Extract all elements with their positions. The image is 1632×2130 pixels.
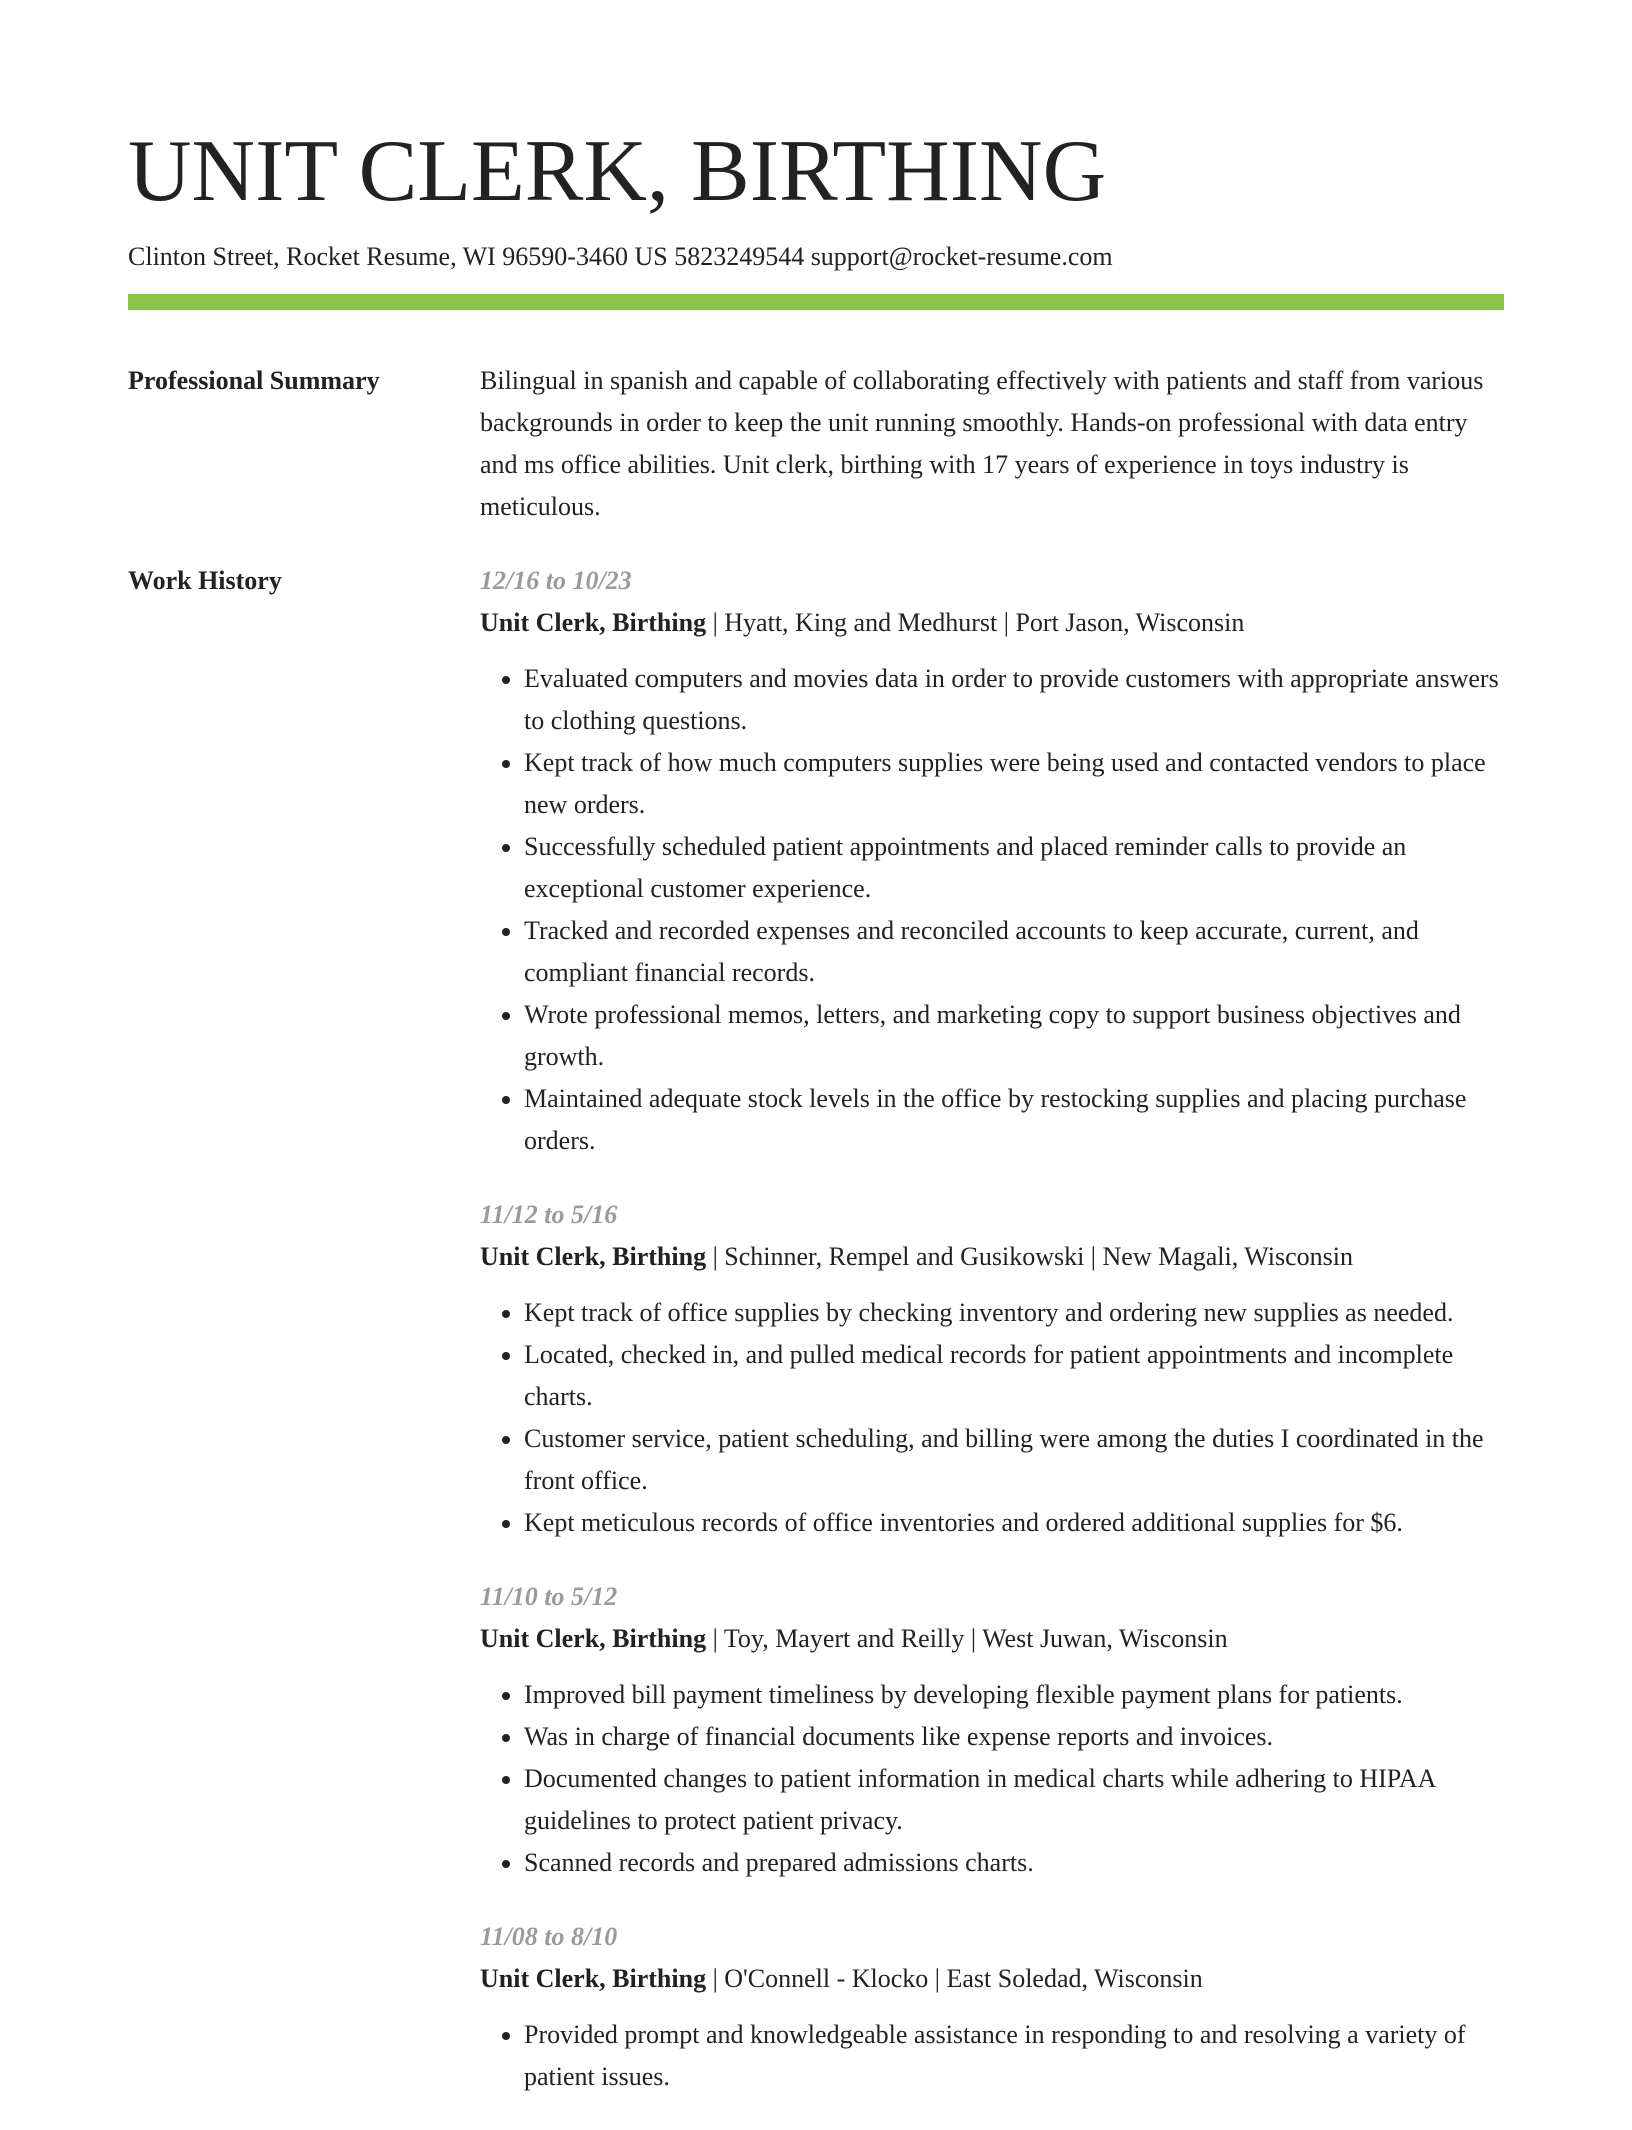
job-bullet-item: • Was in charge of financial documents like expense reports and invoices. bbox=[524, 1716, 1504, 1758]
job-entry bbox=[480, 1194, 1504, 1544]
job-bullet-item: • Kept meticulous records of office inventories and ordered additional supplies for $6. bbox=[524, 1502, 1504, 1544]
summary-body bbox=[480, 360, 1504, 528]
job-bullet-item: • Successfully scheduled patient appointments and placed reminder calls to provide an exceptional customer experience. bbox=[524, 826, 1504, 910]
contact-info: Clinton Street, Rocket Resume, WI 96590-3460 US 5823249544 support@rocket-resume.com bbox=[128, 242, 1113, 271]
job-bullet-list bbox=[480, 1292, 1504, 1544]
resume-page bbox=[128, 0, 1504, 2130]
professional-summary-section bbox=[128, 360, 1504, 528]
job-bullet-item: • Customer service, patient scheduling, and billing were among the duties I coordinated in the front office. bbox=[524, 1418, 1504, 1502]
job-entry bbox=[480, 1916, 1504, 2098]
section-title-summary: Professional Summary bbox=[128, 366, 380, 395]
job-entry bbox=[480, 560, 1504, 1162]
job-dates: 11/12 to 5/16 bbox=[480, 1200, 618, 1229]
job-heading-line bbox=[480, 1618, 1504, 1660]
job-heading-line bbox=[480, 1236, 1504, 1278]
job-bullet-item: • Scanned records and prepared admissions charts. bbox=[524, 1842, 1504, 1884]
job-bullet-item: • Maintained adequate stock levels in the office by restocking supplies and placing purchase orders. bbox=[524, 1078, 1504, 1162]
job-heading-line bbox=[480, 602, 1504, 644]
job-title: Unit Clerk, Birthing bbox=[480, 608, 707, 637]
accent-divider bbox=[128, 294, 1504, 310]
work-history-list bbox=[480, 560, 1504, 2130]
job-bullet-item: • Provided prompt and knowledgeable assistance in responding to and resolving a variety of patient issues. bbox=[524, 2014, 1504, 2098]
job-employer-location: | Schinner, Rempel and Gusikowski | New Magali, Wisconsin bbox=[706, 1242, 1354, 1271]
job-employer-location: | Hyatt, King and Medhurst | Port Jason, Wisconsin bbox=[706, 608, 1245, 637]
job-bullet-list bbox=[480, 1674, 1504, 1884]
section-title-work-history: Work History bbox=[128, 566, 282, 595]
job-dates: 11/10 to 5/12 bbox=[480, 1582, 618, 1611]
job-bullet-item: • Documented changes to patient information in medical charts while adhering to HIPAA guidelines to protect patient privacy. bbox=[524, 1758, 1504, 1842]
job-bullet-list bbox=[480, 658, 1504, 1162]
job-bullet-item: • Wrote professional memos, letters, and marketing copy to support business objectives and growth. bbox=[524, 994, 1504, 1078]
job-title: Unit Clerk, Birthing bbox=[480, 1624, 707, 1653]
job-bullet-item: • Kept track of office supplies by checking inventory and ordering new supplies as needed. bbox=[524, 1292, 1504, 1334]
job-title: Unit Clerk, Birthing bbox=[480, 1964, 707, 1993]
job-bullet-item: • Kept track of how much computers supplies were being used and contacted vendors to place new orders. bbox=[524, 742, 1504, 826]
job-dates: 11/08 to 8/10 bbox=[480, 1922, 618, 1951]
resume-name-heading: UNIT CLERK, BIRTHING bbox=[128, 123, 1107, 220]
job-employer-location: | O'Connell - Klocko | East Soledad, Wisconsin bbox=[706, 1964, 1203, 1993]
job-bullet-item: • Evaluated computers and movies data in order to provide customers with appropriate answers to clothing questions. bbox=[524, 658, 1504, 742]
job-dates: 12/16 to 10/23 bbox=[480, 566, 632, 595]
summary-text: Bilingual in spanish and capable of collaborating effectively with patients and staff from various backgrounds in order to keep the unit running smoothly. Hands-on professional with data entry and ms office abilities. Unit clerk, birthing with 17 years of experience in toys industry is meticulous. bbox=[480, 366, 1484, 521]
work-history-section bbox=[128, 560, 1504, 2130]
job-bullet-item: • Improved bill payment timeliness by developing flexible payment plans for patients. bbox=[524, 1674, 1504, 1716]
job-bullet-list bbox=[480, 2014, 1504, 2098]
job-employer-location: | Toy, Mayert and Reilly | West Juwan, Wisconsin bbox=[706, 1624, 1228, 1653]
job-entry bbox=[480, 1576, 1504, 1884]
job-title: Unit Clerk, Birthing bbox=[480, 1242, 707, 1271]
job-bullet-item: • Tracked and recorded expenses and reconciled accounts to keep accurate, current, and compliant financial records. bbox=[524, 910, 1504, 994]
job-bullet-item: • Located, checked in, and pulled medical records for patient appointments and incomplete charts. bbox=[524, 1334, 1504, 1418]
job-heading-line bbox=[480, 1958, 1504, 2000]
